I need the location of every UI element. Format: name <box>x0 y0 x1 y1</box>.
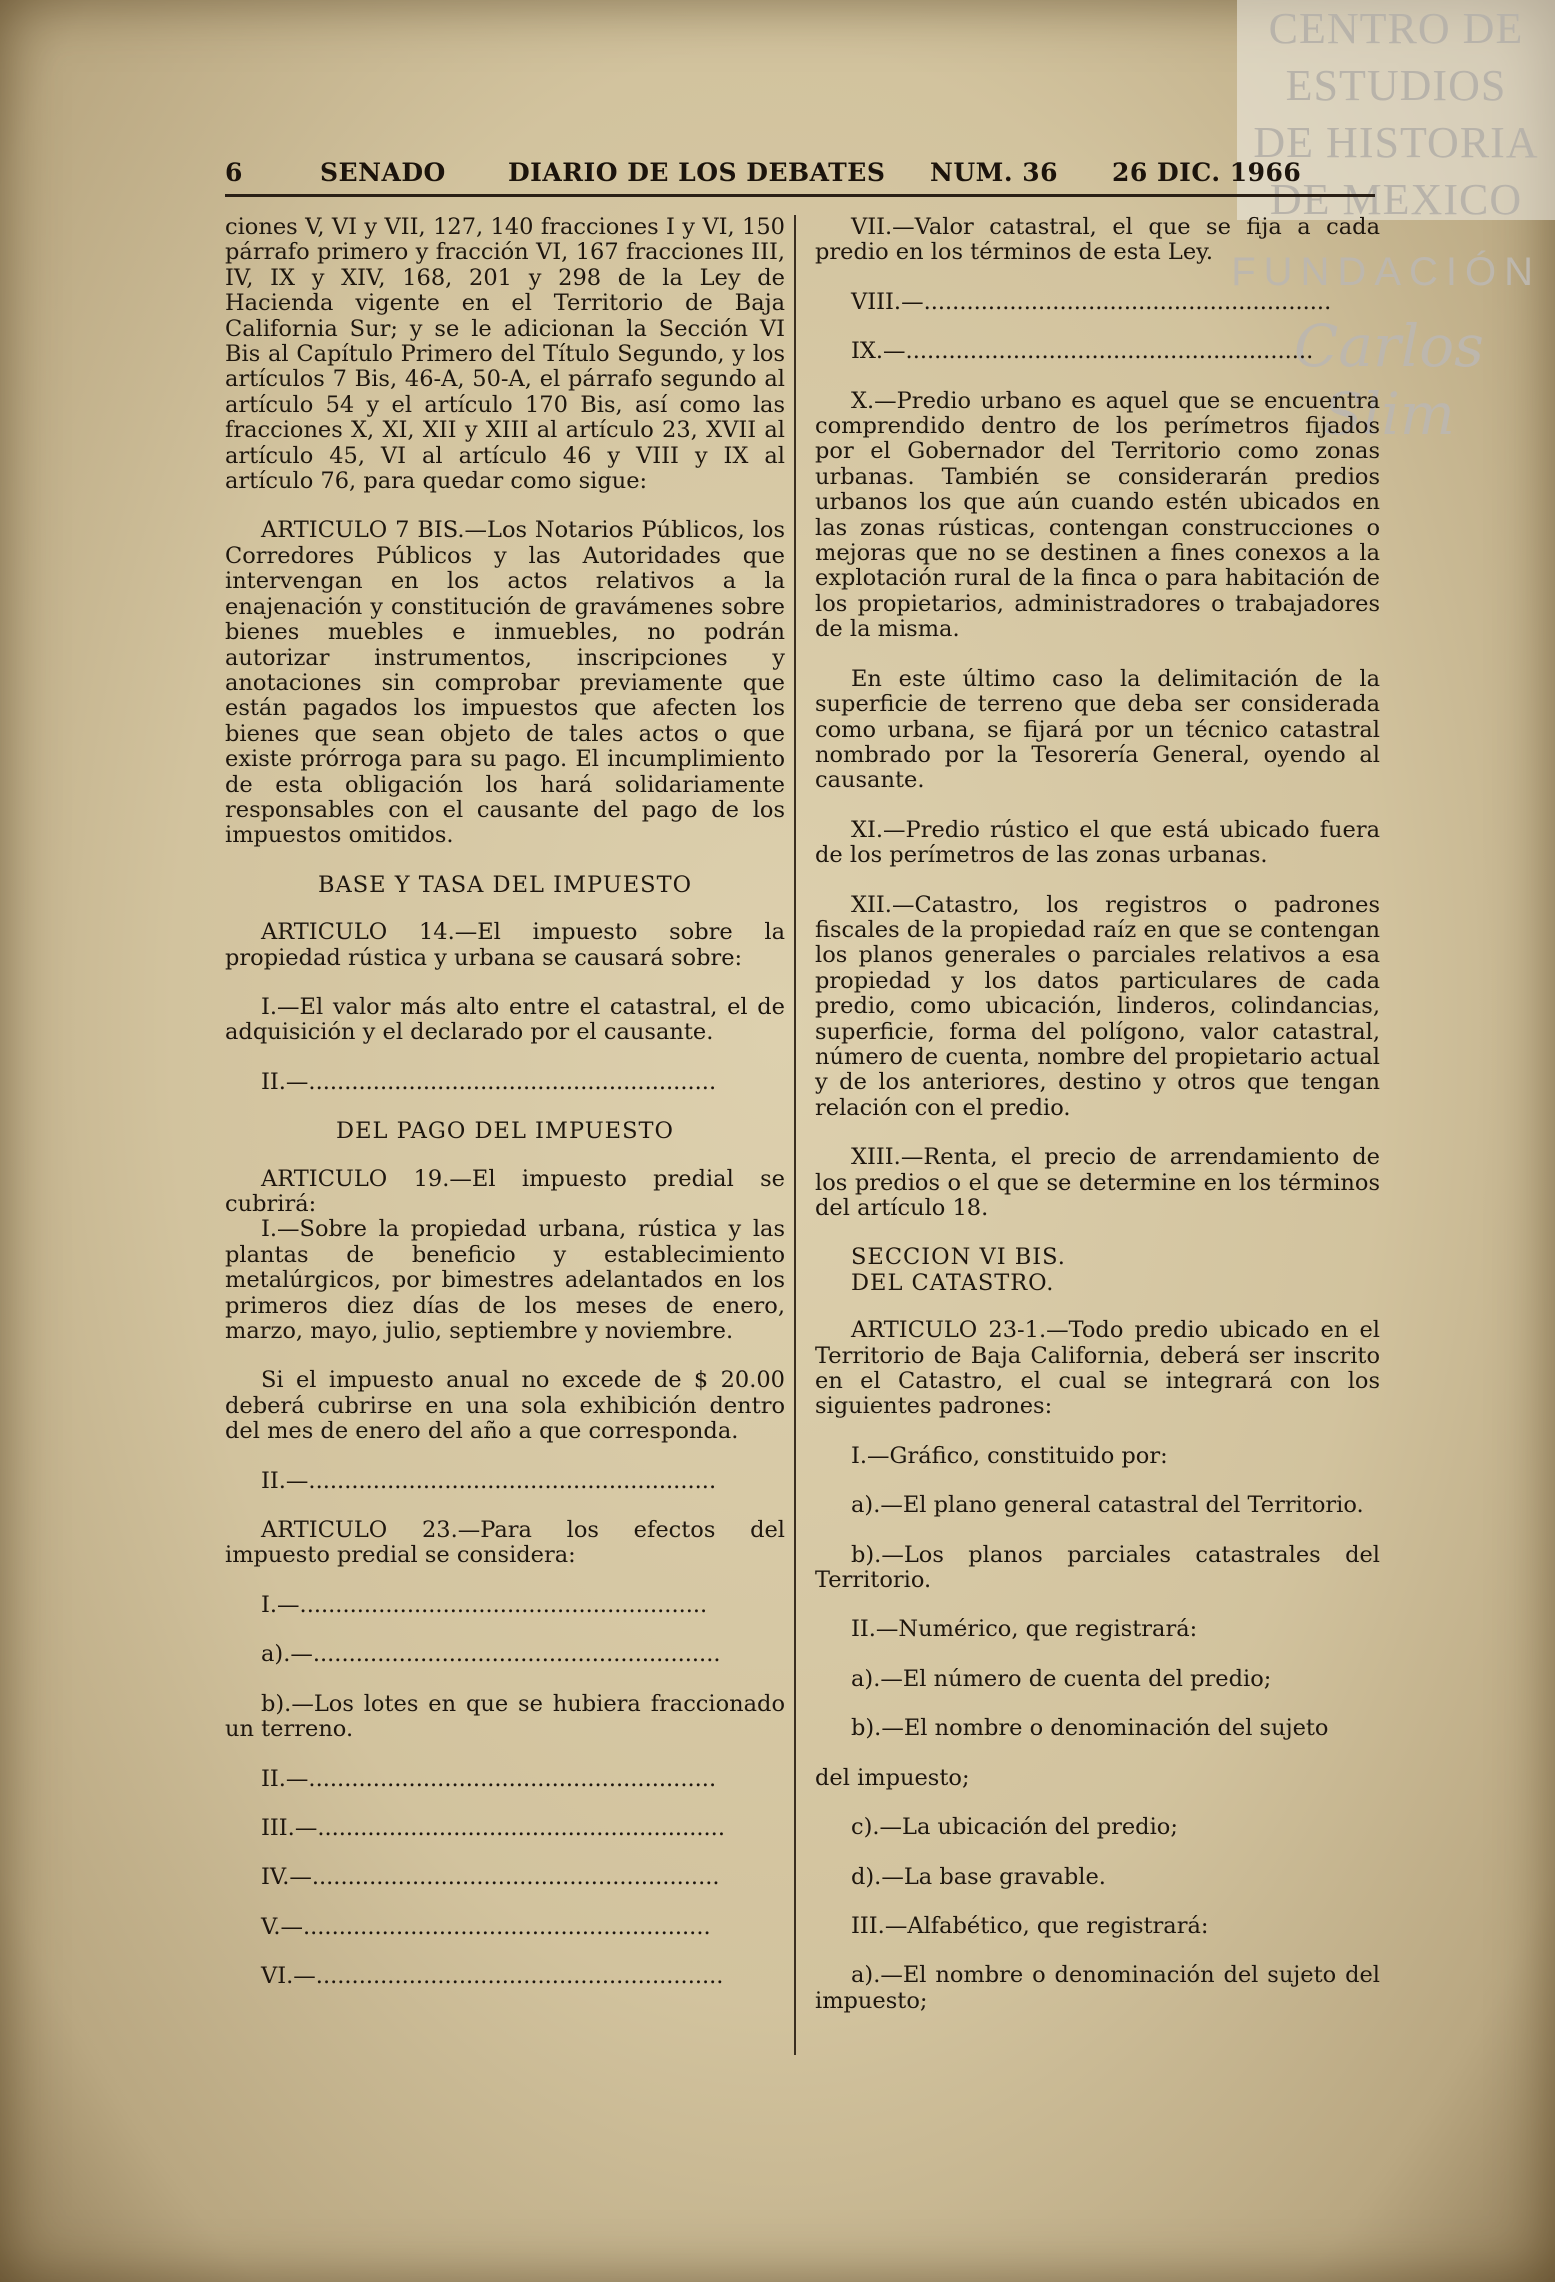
paragraph: c).—La ubicación del predio; <box>851 1814 1178 1841</box>
page-header <box>225 158 1302 192</box>
section-heading: DEL PAGO DEL IMPUESTO <box>336 1118 674 1145</box>
watermark-line: CENTRO DE <box>1268 4 1524 53</box>
paragraph: ciones V, VI y VII, 127, 140 fracciones I y VI, 150 párrafo primero y fracción VI, 167 fracciones III, IV, IX y XIV, 168, 201 y 298 de la Ley de Hacienda vigente en el Territorio de Baja California Sur; y se le adicionan la Sección VI Bis al Capítulo Primero del Título Segundo, y los artículos 7 Bis, 46-A, 50-A, el párrafo segundo al artículo 54 y el artículo 170 Bis, así como las fracciones X, XI, XII y XIII al artículo 23, XVII al artículo 45, VI al artículo 46 y VIII y IX al artículo 76, para quedar como sigue: <box>225 214 785 495</box>
watermark-line: DE HISTORIA <box>1253 118 1539 167</box>
omitted-fraction: II.—......................................................... <box>261 1766 717 1792</box>
omitted-fraction: VIII.—......................................................... <box>851 289 1332 315</box>
omitted-fraction: V.—......................................................... <box>261 1914 711 1940</box>
omitted-fraction: II.—......................................................... <box>261 1069 717 1095</box>
paragraph: b).—El nombre o denominación del sujeto <box>851 1715 1329 1742</box>
watermark-line: DE MEXICO <box>1269 175 1523 224</box>
paragraph: Si el impuesto anual no excede de $ 20.00 deberá cubrirse en una sola exhibición dentro del mes de enero del año a que corresponda. <box>225 1367 785 1445</box>
paragraph: En este último caso la delimitación de la superficie de terreno que deba ser considerada como urbana, se fijará por un técnico catastral nombrado por la Tesorería General, oyendo al causante. <box>815 665 1380 794</box>
right-column <box>815 215 1380 2038</box>
paragraph: ARTICULO 7 BIS.—Los Notarios Públicos, los Corredores Públicos y las Autoridades que intervengan en los actos relativos a la enajenación y constitución de gravámenes sobre bienes muebles e inmuebles, no podrán autorizar instrumentos, inscripciones y anotaciones sin comprobar previamente que están pagados los impuestos que afecten los bienes que sean objeto de tales actos o que existe prórroga para su pago. El incumplimiento de esta obligación los hará solidariamente responsables con el causante del pago de los impuestos omitidos. <box>225 517 785 849</box>
paragraph: a).—El nombre o denominación del sujeto del impuesto; <box>815 1962 1380 2014</box>
paragraph: b).—Los lotes en que se hubiera fraccionado un terreno. <box>225 1690 785 1743</box>
issue-date: 26 DIC. 1966 <box>1112 158 1302 187</box>
omitted-fraction: III.—......................................................... <box>261 1815 725 1841</box>
left-column <box>225 215 785 2014</box>
paragraph: ARTICULO 19.—El impuesto predial se cubrirá: <box>225 1165 785 1217</box>
watermark-signature: Carlos Slim <box>1294 312 1484 448</box>
paragraph: I.—Gráfico, constituido por: <box>851 1442 1168 1469</box>
omitted-fraction: I.—......................................................... <box>261 1592 708 1618</box>
paragraph: a).—El número de cuenta del predio; <box>851 1665 1272 1692</box>
paragraph: ARTICULO 14.—El impuesto sobre la propiedad rústica y urbana se causará sobre: <box>225 919 785 971</box>
omitted-fraction: II.—......................................................... <box>261 1468 717 1494</box>
paragraph: I.—Sobre la propiedad urbana, rústica y las plantas de beneficio y establecimiento metalúrgicos, por bimestres adelantados en los primeros diez días de los meses de enero, marzo, mayo, julio, septiembre y noviembre. <box>225 1216 785 1345</box>
column-divider <box>794 215 796 2055</box>
paragraph: X.—Predio urbano es aquel que se encuentra comprendido dentro de los perímetros fijados por el Gobernador del Territorio como zonas urbanas. También se considerarán predios urbanos los que aún cuando estén ubicados en las zonas rústicas, contengan construcciones o mejoras que no se destinen a fines conexos a la explotación rural de la finca o para habitación de los propietarios, administradores o trabajadores de la misma. <box>815 387 1380 643</box>
omitted-fraction: IX.—......................................................... <box>851 339 1314 365</box>
watermark-foundation: FUNDACIÓN <box>1231 250 1541 294</box>
paragraph: b).—Los planos parciales catastrales del Territorio. <box>815 1541 1380 1594</box>
issue-number: NUM. 36 <box>930 158 1059 187</box>
section-heading: BASE Y TASA DEL IMPUESTO <box>317 871 693 898</box>
page-number: 6 <box>225 158 243 187</box>
paragraph: XI.—Predio rústico el que está ubicado fuera de los perímetros de las zonas urbanas. <box>815 816 1380 869</box>
omitted-fraction: VI.—......................................................... <box>261 1964 724 1990</box>
paragraph: a).—El plano general catastral del Territorio. <box>851 1492 1364 1519</box>
paragraph: ARTICULO 23.—Para los efectos del impuesto predial se considera: <box>225 1517 785 1569</box>
paragraph: III.—Alfabético, que registrará: <box>851 1912 1209 1939</box>
paragraph: XII.—Catastro, los registros o padrones fiscales de la propiedad raíz en que se contengan los planos generales o parciales relativos a esa propiedad y los datos particulares de cada predio, como ubicación, linderos, colindancias, superficie, forma del polígono, valor catastral, número de cuenta, nombre del propietario actual y de los anteriores, destino y otros que tengan relación con el predio. <box>815 891 1380 1121</box>
paragraph: XIII.—Renta, el precio de arrendamiento de los predios o el que se determine en los términos del artículo 18. <box>815 1144 1380 1221</box>
watermark-line: ESTUDIOS <box>1285 61 1507 110</box>
section-heading: SECCION VI BIS. <box>851 1244 1066 1271</box>
paragraph: ARTICULO 23-1.—Todo predio ubicado en el Territorio de Baja California, deberá ser inscrito en el Catastro, el cual se integrará con los siguientes padrones: <box>815 1317 1380 1420</box>
paragraph: del impuesto; <box>815 1764 970 1791</box>
section-heading: DEL CATASTRO. <box>851 1269 1055 1296</box>
archive-watermark <box>1231 0 1555 448</box>
paragraph: VII.—Valor catastral, el que se fija a cada predio en los términos de esta Ley. <box>815 214 1380 266</box>
paragraph: I.—El valor más alto entre el catastral, el de adquisición y el declarado por el causante. <box>225 993 785 1046</box>
chamber-name: SENADO <box>320 158 446 187</box>
header-rule <box>225 194 1375 197</box>
publication-title: DIARIO DE LOS DEBATES <box>508 158 886 187</box>
paragraph: d).—La base gravable. <box>851 1863 1106 1890</box>
omitted-fraction: IV.—......................................................... <box>261 1865 720 1891</box>
paragraph: II.—Numérico, que registrará: <box>851 1616 1198 1643</box>
omitted-fraction: a).—......................................................... <box>261 1642 721 1668</box>
